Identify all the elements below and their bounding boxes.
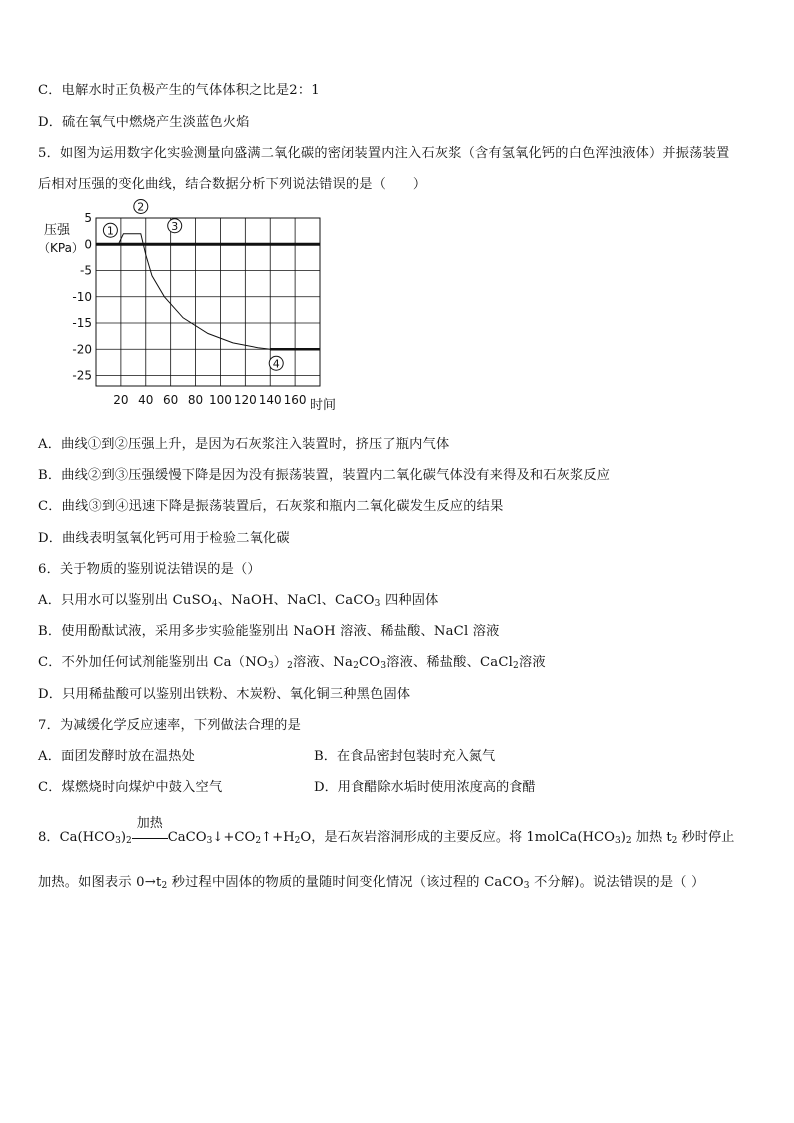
marker-label: 1	[106, 224, 114, 238]
q6-option-a: A．只用水可以鉴别出 CuSO$_4$、NaOH、NaCl、CaCO$_3$ 四种固体	[38, 593, 439, 609]
marker-label: 4	[272, 357, 280, 371]
x-tick-label: 120	[233, 393, 257, 407]
q7-option-b: B．在食品密封包装时充入氮气	[314, 749, 496, 764]
chart-xlabel: 时间	[310, 398, 337, 413]
q7-option-d: D．用食醋除水垢时使用浓度高的食醋	[314, 780, 536, 795]
y-tick-label: 0	[84, 237, 92, 252]
x-tick-label: 60	[163, 393, 179, 407]
y-tick-label: 5	[84, 211, 92, 225]
x-tick-label: 40	[138, 393, 154, 407]
pressure-curve	[96, 234, 320, 349]
x-tick-label: 20	[113, 393, 129, 407]
q7-stem: 7．为减缓化学反应速率，下列做法合理的是	[38, 718, 301, 733]
x-tick-label: 100	[208, 393, 232, 407]
x-tick-label: 80	[187, 393, 204, 407]
chart-ticks	[72, 211, 306, 407]
option-c-previous: C．电解水时正负极产生的气体体积之比是2：1	[38, 83, 320, 98]
q5-option-c: C．曲线③到④迅速下降是振荡装置后，石灰浆和瓶内二氧化碳发生反应的结果	[38, 499, 504, 514]
x-tick-label: 160	[283, 393, 307, 407]
chart-series	[96, 234, 320, 349]
y-tick-label: -15	[72, 316, 92, 330]
chart-grid	[96, 218, 320, 386]
q5-stem-line2: 后相对压强的变化曲线，结合数据分析下列说法错误的是（ ）	[38, 177, 427, 192]
y-tick-label: -25	[72, 368, 92, 383]
q6-option-d: D．只用稀盐酸可以鉴别出铁粉、木炭粉、氧化铜三种黑色固体	[38, 687, 411, 702]
y-tick-label: -5	[80, 263, 92, 278]
chart-ylabel: 压强	[44, 223, 71, 238]
x-tick-label: 140	[258, 393, 282, 407]
q6-option-b: B．使用酚酞试液，采用多步实验能鉴别出 NaOH 溶液、稀盐酸、NaCl 溶液	[38, 624, 500, 639]
q8-stem-line2: 加热。如图表示 $0\to t_2$ 秒过程中固体的物质的量随时间变化情况（该过程的 CaCO$_3$ 不分解)。说法错误的是（ ）	[38, 875, 705, 891]
heating-condition: 加热	[132, 830, 168, 845]
q6-option-c: C．不外加任何试剂能鉴别出 $Ca(NO_3)_2$溶液、$Na_2CO_3$溶液、稀盐酸、CaCl$_2$溶液	[38, 655, 546, 671]
q7-option-c: C．煤燃烧时向煤炉中鼓入空气	[38, 780, 223, 795]
chart-ylabel-unit: （KPa）	[38, 241, 84, 255]
q5-option-b: B．曲线②到③压强缓慢下降是因为没有振荡装置，装置内二氧化碳气体没有来得及和石灰浆反应	[38, 468, 611, 483]
chart-markers	[103, 200, 283, 371]
pressure-chart	[38, 200, 358, 418]
q7-option-a: A．面团发酵时放在温热处	[38, 749, 195, 764]
marker-label: 3	[171, 219, 179, 233]
q5-stem-line1: 5．如图为运用数字化实验测量向盛满二氧化碳的密闭装置内注入石灰浆（含有氢氧化钙的白色浑浊液体）并振荡装置	[38, 146, 730, 161]
y-tick-label: -10	[72, 289, 92, 304]
marker-label: 2	[137, 200, 145, 214]
q5-option-a: A．曲线①到②压强上升，是因为石灰浆注入装置时，挤压了瓶内气体	[38, 437, 450, 452]
y-tick-label: -20	[72, 342, 92, 357]
q8-equation-line: 8．$Ca(HCO_3)_2$ 加热 $CaCO_3↓+CO_2↑+H_2O$，是石灰岩溶洞形成的主要反应。将 $1molCa(HCO_3)_2$ 加热 $t_2$ 秒时停止	[38, 816, 735, 846]
q6-stem: 6．关于物质的鉴别说法错误的是（）	[38, 562, 261, 577]
q5-option-d: D．曲线表明氢氧化钙可用于检验二氧化碳	[38, 531, 290, 546]
option-d-previous: D．硫在氧气中燃烧产生淡蓝色火焰	[38, 115, 250, 130]
